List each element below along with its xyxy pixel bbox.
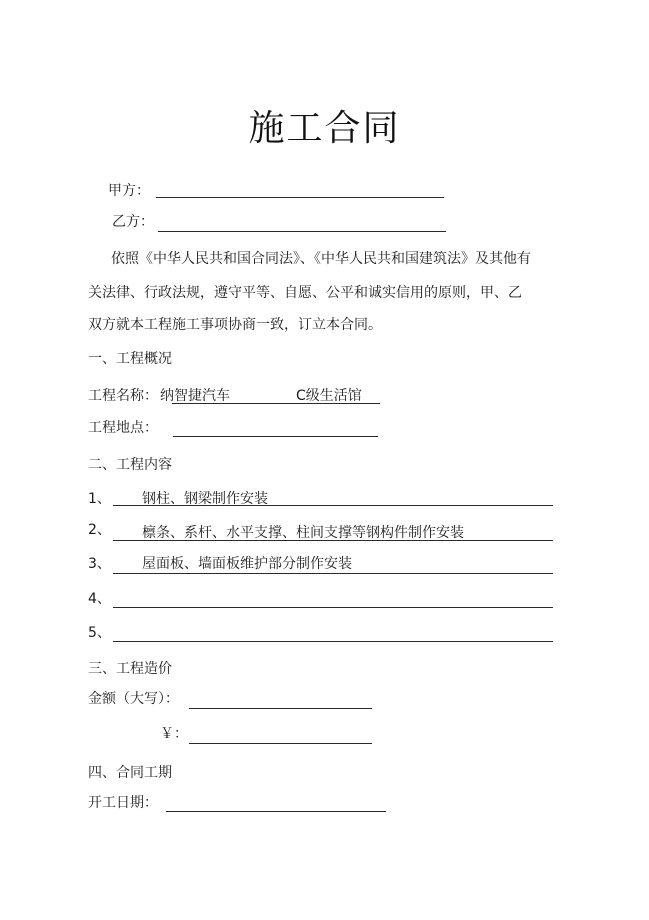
preamble-line-3: 双方就本工程施工事项协商一致，订立本合同。 — [88, 317, 382, 333]
party-a-blank — [156, 197, 444, 198]
item-underline — [113, 641, 553, 642]
item-number: 5、 — [88, 625, 111, 641]
item-number: 2、 — [88, 522, 111, 538]
item-number: 3、 — [88, 556, 111, 572]
item-number: 1、 — [88, 491, 111, 507]
item-text: 檩条、系杆、水平支撑、柱间支撑等钢构件制作安装 — [142, 525, 464, 541]
start-date-label: 开工日期： — [88, 795, 158, 811]
party-a-label: 甲方： — [108, 183, 150, 199]
project-name-label: 工程名称： — [88, 388, 158, 404]
amount-yen-blank — [189, 743, 372, 744]
item-underline — [113, 540, 553, 541]
project-location-blank — [173, 436, 378, 437]
amount-words-label: 金额（大写）： — [88, 691, 179, 707]
amount-yen-label: ￥： — [160, 726, 188, 742]
party-b-blank — [158, 231, 446, 232]
item-underline — [113, 607, 553, 608]
section-2-heading: 二、工程内容 — [88, 457, 172, 473]
section-3-heading: 三、工程造价 — [88, 661, 172, 677]
item-text: 屋面板、墙面板维护部分制作安装 — [142, 556, 352, 572]
preamble-line-2: 关法律、行政法规，遵守平等、自愿、公平和诚实信用的原则，甲、乙 — [88, 285, 522, 301]
item-underline — [113, 573, 553, 574]
section-1-heading: 一、工程概况 — [88, 351, 172, 367]
party-b-label: 乙方： — [112, 214, 154, 230]
start-date-blank — [166, 811, 386, 812]
project-name-underline — [172, 403, 380, 404]
preamble-line-1: 依照《中华人民共和国合同法》、《中华人民共和国建筑法》及其他有 — [111, 251, 531, 267]
item-number: 4、 — [88, 591, 111, 607]
project-location-label: 工程地点： — [88, 420, 158, 436]
item-text: 钢柱、钢梁制作安装 — [142, 491, 268, 507]
project-name-value-a: 纳智捷汽车 — [160, 388, 230, 404]
project-name-value-b: C级生活馆 — [296, 388, 362, 404]
item-underline — [113, 505, 553, 506]
section-4-heading: 四、合同工期 — [88, 765, 172, 781]
amount-words-blank — [189, 708, 372, 709]
document-title: 施工合同 — [248, 108, 401, 149]
